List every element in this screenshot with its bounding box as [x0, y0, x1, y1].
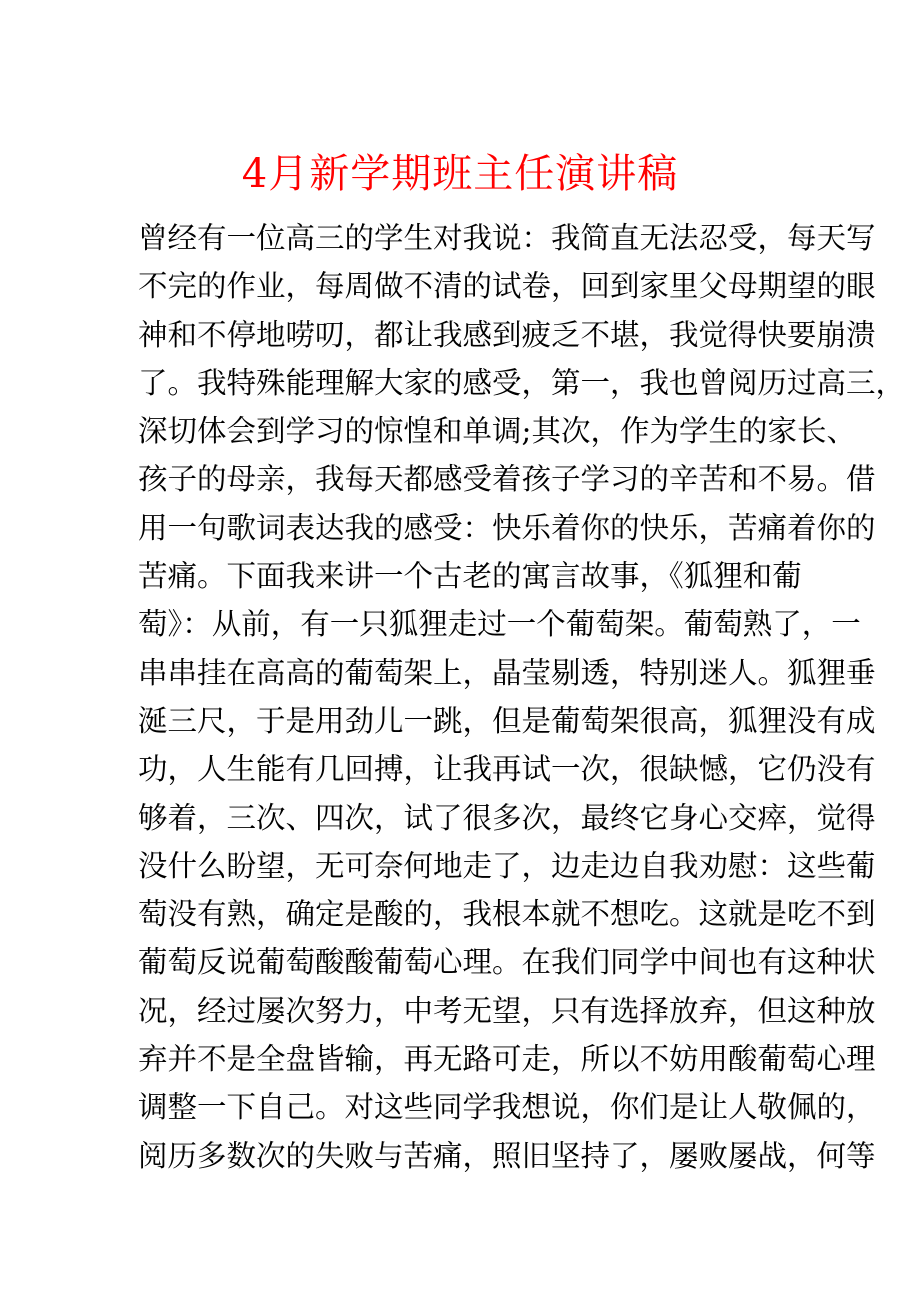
- body-line: 况，经过屡次努力，中考无望，只有选择放弃，但这种放: [138, 993, 876, 1028]
- body-line: 涎三尺，于是用劲儿一跳，但是葡萄架很高，狐狸没有成: [138, 703, 876, 738]
- body-line: 弃并不是全盘皆输，再无路可走，所以不妨用酸葡萄心理: [138, 1042, 876, 1077]
- document-body: [138, 214, 906, 1180]
- body-line: 不完的作业，每周做不清的试卷，回到家里父母期望的眼: [138, 269, 876, 304]
- body-line: 孩子的母亲，我每天都感受着孩子学习的辛苦和不易。借: [138, 462, 876, 497]
- body-line: 萄》：从前，有一只狐狸走过一个葡萄架。葡萄熟了，一: [138, 607, 861, 642]
- body-line: 曾经有一位高三的学生对我说：我简直无法忍受，每天写: [138, 221, 876, 255]
- body-line: 调整一下自己。对这些同学我想说，你们是让人敬佩的，: [138, 1090, 876, 1125]
- document-title: 4月新学期班主任演讲稿: [241, 151, 679, 197]
- body-line: 用一句歌词表达我的感受：快乐着你的快乐，苦痛着你的: [138, 510, 876, 545]
- body-line: 葡萄反说葡萄酸酸葡萄心理。在我们同学中间也有这种状: [138, 945, 876, 980]
- body-line: 功，人生能有几回搏，让我再试一次，很缺憾，它仍没有: [138, 752, 876, 787]
- body-line: 萄没有熟，确定是酸的，我根本就不想吃。这就是吃不到: [138, 897, 876, 932]
- body-line: 苦痛。下面我来讲一个古老的寓言故事，《狐狸和葡: [138, 559, 802, 594]
- body-line: 串串挂在高高的葡萄架上，晶莹剔透，特别迷人。狐狸垂: [138, 655, 876, 690]
- body-line: 没什么盼望，无可奈何地走了，边走边自我劝慰：这些葡: [138, 848, 876, 883]
- body-line: 阅历多数次的失败与苦痛，照旧坚持了，屡败屡战，何等: [138, 1138, 876, 1173]
- body-line: 了。我特殊能理解大家的感受，第一，我也曾阅历过高三，: [138, 365, 906, 400]
- body-line: 够着，三次、四次，试了很多次，最终它身心交瘁，觉得: [138, 800, 876, 835]
- body-line: 神和不停地唠叨，都让我感到疲乏不堪，我觉得快要崩溃: [138, 317, 876, 352]
- body-line: 深切体会到学习的惊惶和单调;其次，作为学生的家长、: [138, 414, 856, 449]
